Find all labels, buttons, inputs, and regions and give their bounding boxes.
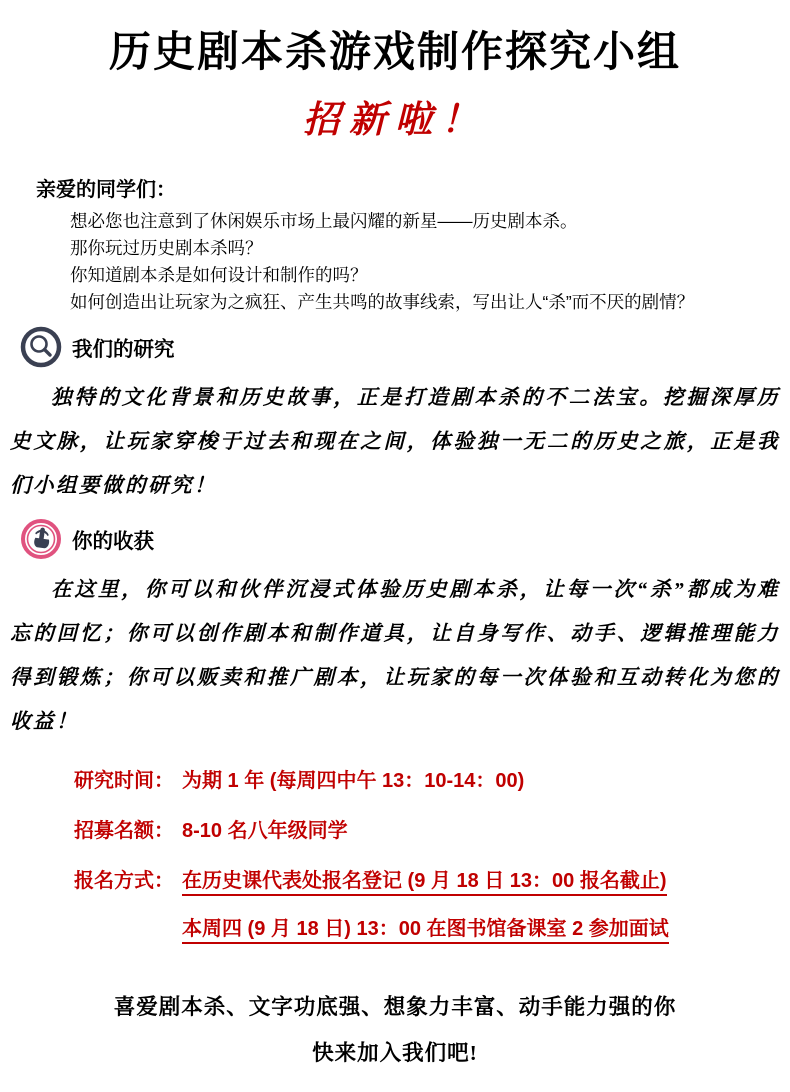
page-title: 历史剧本杀游戏制作探究小组 [108, 30, 681, 76]
detail-label-signup: 报名方式： [74, 869, 174, 892]
tap-icon [20, 518, 62, 560]
greeting: 亲爱的同学们： [36, 178, 176, 201]
recruitment-details [74, 766, 790, 944]
recruiting-subtitle: 招新啦！ [303, 99, 487, 141]
detail-row-signup [74, 866, 790, 944]
detail-row-quota [74, 816, 790, 846]
detail-row-time [74, 766, 790, 796]
research-paragraph: 独特的文化背景和历史故事，正是打造剧本杀的不二法宝。挖掘深厚历史文脉，让玩家穿梭于过去和现在之间，体验独一无二的历史之旅，正是我们小组要做的研究！ [10, 386, 780, 497]
closing-line-1: 喜爱剧本杀、文字功底强、想象力丰富、动手能力强的你 [113, 994, 677, 1019]
intro-line: 如何创造出让玩家为之疯狂、产生共鸣的故事线索，写出让人“杀”而不厌的剧情？ [70, 291, 695, 312]
section-title-gains: 你的收获 [72, 529, 154, 553]
detail-label-time: 研究时间： [74, 769, 174, 792]
signup-line-2: 本周四 (9 月 18 日) 13：00 在图书馆备课室 2 参加面试 [182, 918, 669, 944]
detail-label-quota: 招募名额： [74, 819, 174, 842]
gains-paragraph: 在这里，你可以和伙伴沉浸式体验历史剧本杀，让每一次“杀”都成为难忘的回忆；你可以创作剧本和制作道具，让自身写作、动手、逻辑推理能力得到锻炼；你可以贩卖和推广剧本，让玩家的每一次体验和互动转化为您的收益！ [10, 578, 780, 733]
detail-value-time: 为期 1 年 (每周四中午 13：10-14：00) [182, 769, 525, 792]
signup-line-1: 在历史课代表处报名登记 (9 月 18 日 13：00 报名截止) [182, 870, 667, 896]
closing-line-2: 快来加入我们吧! [312, 1040, 478, 1065]
intro-line: 你知道剧本杀是如何设计和制作的吗？ [70, 264, 368, 285]
intro-paragraph [70, 208, 754, 316]
section-gains-header [20, 518, 790, 560]
intro-line: 那你玩过历史剧本杀吗？ [70, 237, 263, 258]
section-research-header [20, 326, 790, 368]
detail-value-signup [182, 866, 669, 944]
intro-line: 想必您也注意到了休闲娱乐市场上最闪耀的新星——历史剧本杀。 [70, 210, 578, 231]
magnifier-icon [20, 326, 62, 368]
section-title-research: 我们的研究 [72, 337, 175, 361]
closing-call [0, 984, 790, 1076]
detail-value-quota: 8-10 名八年级同学 [182, 819, 348, 842]
